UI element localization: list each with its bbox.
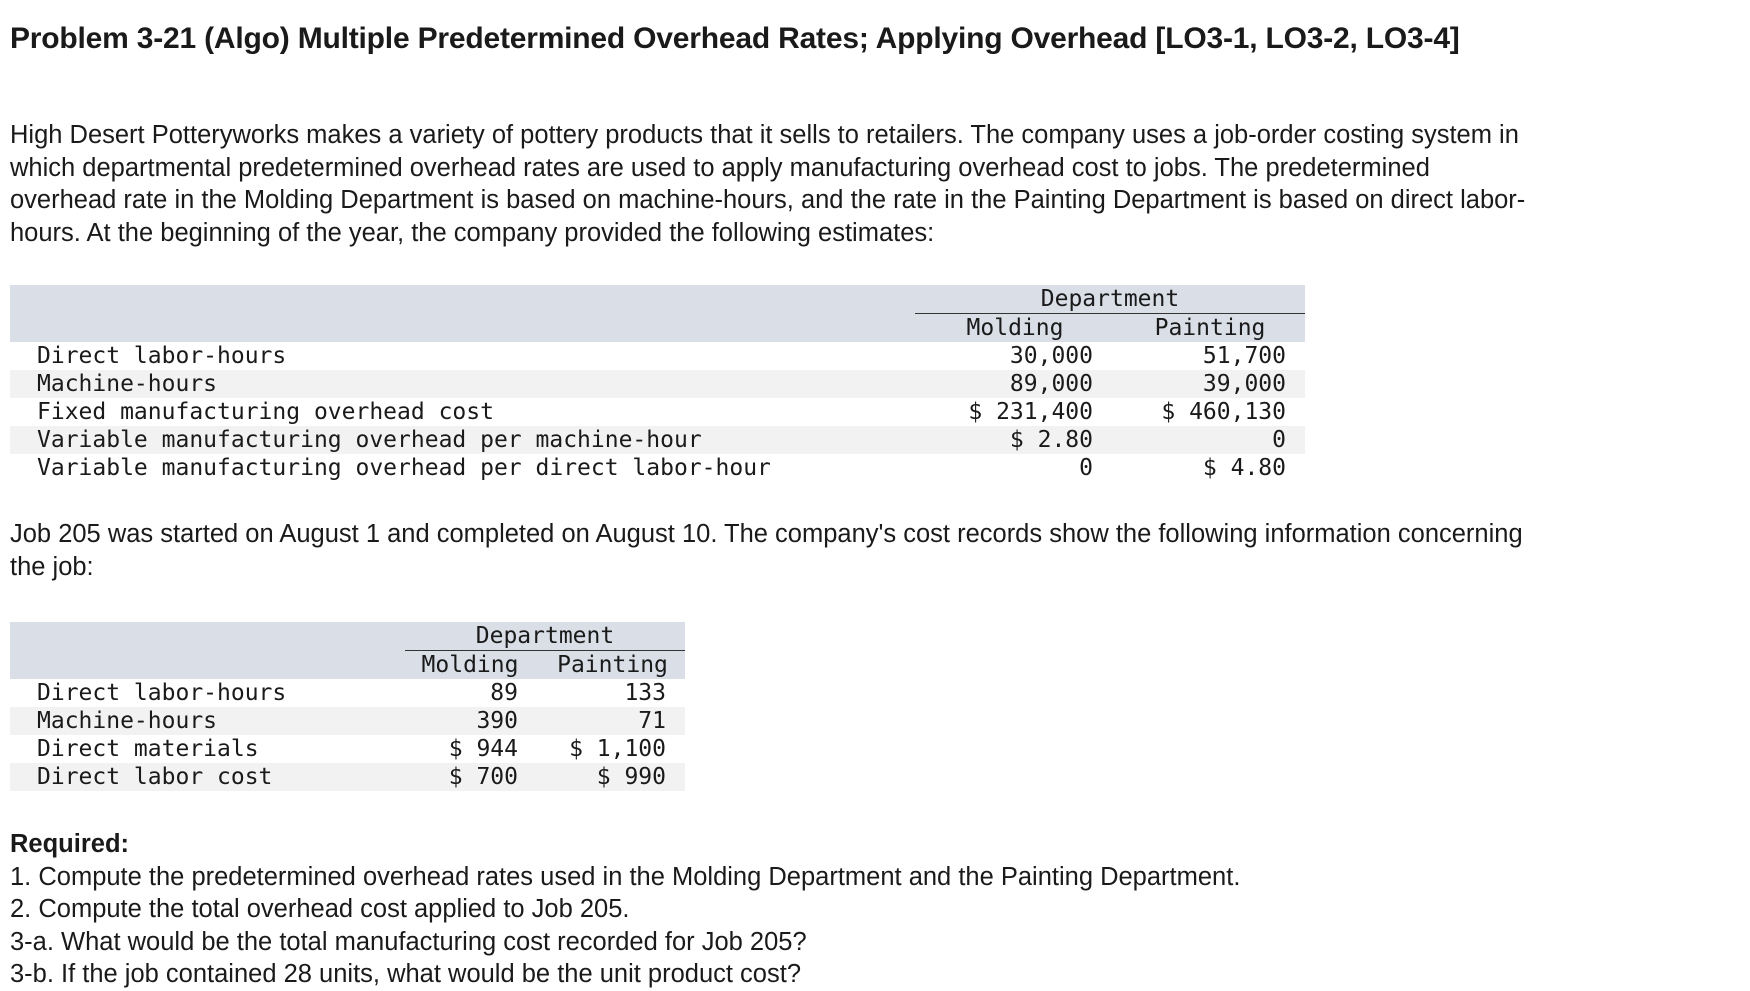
job-row-painting: 71 [638,708,666,734]
job-intro-line: the job: [10,552,94,581]
estimates-row-label: Variable manufacturing overhead per machine-hour [37,427,702,453]
estimates-row-painting: 39,000 [1202,371,1286,397]
job-row-label: Direct materials [37,736,259,762]
intro-paragraph [10,119,1735,249]
estimates-group-header: Department [1040,286,1180,312]
required-heading: Required: [10,830,130,858]
estimates-row-label: Fixed manufacturing overhead cost [37,399,494,425]
job-row-painting: $ 990 [596,764,666,790]
estimates-row-painting: $ 460,130 [1161,399,1286,425]
intro-line: High Desert Potteryworks makes a variety of pottery products that it sells to retailers. The company uses a job-order costing system in [10,121,1519,149]
required-item: 3-b. If the job contained 28 units, what would be the unit product cost? [10,960,802,988]
intro-line: which departmental predetermined overhead rates are used to apply manufacturing overhead cost to jobs. The predetermined [10,153,1430,182]
estimates-row-molding: $ 2.80 [1009,427,1093,453]
job-row-label: Machine-hours [37,708,218,734]
estimates-row-painting: 51,700 [1202,343,1286,369]
required-item: 1. Compute the predetermined overhead rates used in the Molding Department and the Painting Department. [10,862,1241,891]
estimates-table [10,285,1305,485]
job-row-molding: 390 [476,708,518,734]
estimates-row-molding: $ 231,400 [968,399,1093,425]
estimates-row-molding: 89,000 [1009,371,1093,397]
intro-line: overhead rate in the Molding Department is based on machine-hours, and the rate in the Painting Department is based on direct labor- [10,186,1526,214]
required-section [10,828,1240,991]
job-intro-line: Job 205 was started on August 1 and completed on August 10. The company's cost records show the following information concerning [10,520,1523,548]
intro-line: hours. At the beginning of the year, the company provided the following estimates: [10,218,935,247]
job-row-label: Direct labor-hours [37,680,287,706]
estimates-row-painting: 0 [1272,427,1286,453]
required-item: 3-a. What would be the total manufacturing cost recorded for Job 205? [10,927,807,956]
job-row-molding: $ 700 [448,764,518,790]
job-row-molding: 89 [490,680,518,706]
job-group-header: Department [475,623,615,649]
estimates-row-painting: $ 4.80 [1202,455,1286,481]
estimates-row-label: Direct labor-hours [37,343,287,369]
job-row-painting: 133 [624,680,666,706]
required-item: 2. Compute the total overhead cost applied to Job 205. [10,895,630,923]
job-col-molding: Molding [421,652,519,678]
estimates-col-molding: Molding [966,315,1064,341]
job-row-painting: $ 1,100 [569,736,666,762]
estimates-col-painting: Painting [1154,315,1266,341]
estimates-row-molding: 30,000 [1009,343,1093,369]
job-col-painting: Painting [557,652,668,678]
job-intro-paragraph [10,518,1735,583]
job-row-molding: $ 944 [448,736,518,762]
estimates-row-molding: 0 [1079,455,1093,481]
problem-title: Problem 3-21 (Algo) Multiple Predetermined Overhead Rates; Applying Overhead [LO3-1, LO3-2, LO3-4] [10,22,1460,55]
job-table [10,622,685,798]
job-row-label: Direct labor cost [37,764,273,790]
estimates-row-label: Variable manufacturing overhead per direct labor-hour [37,455,771,481]
estimates-row-label: Machine-hours [37,371,218,397]
